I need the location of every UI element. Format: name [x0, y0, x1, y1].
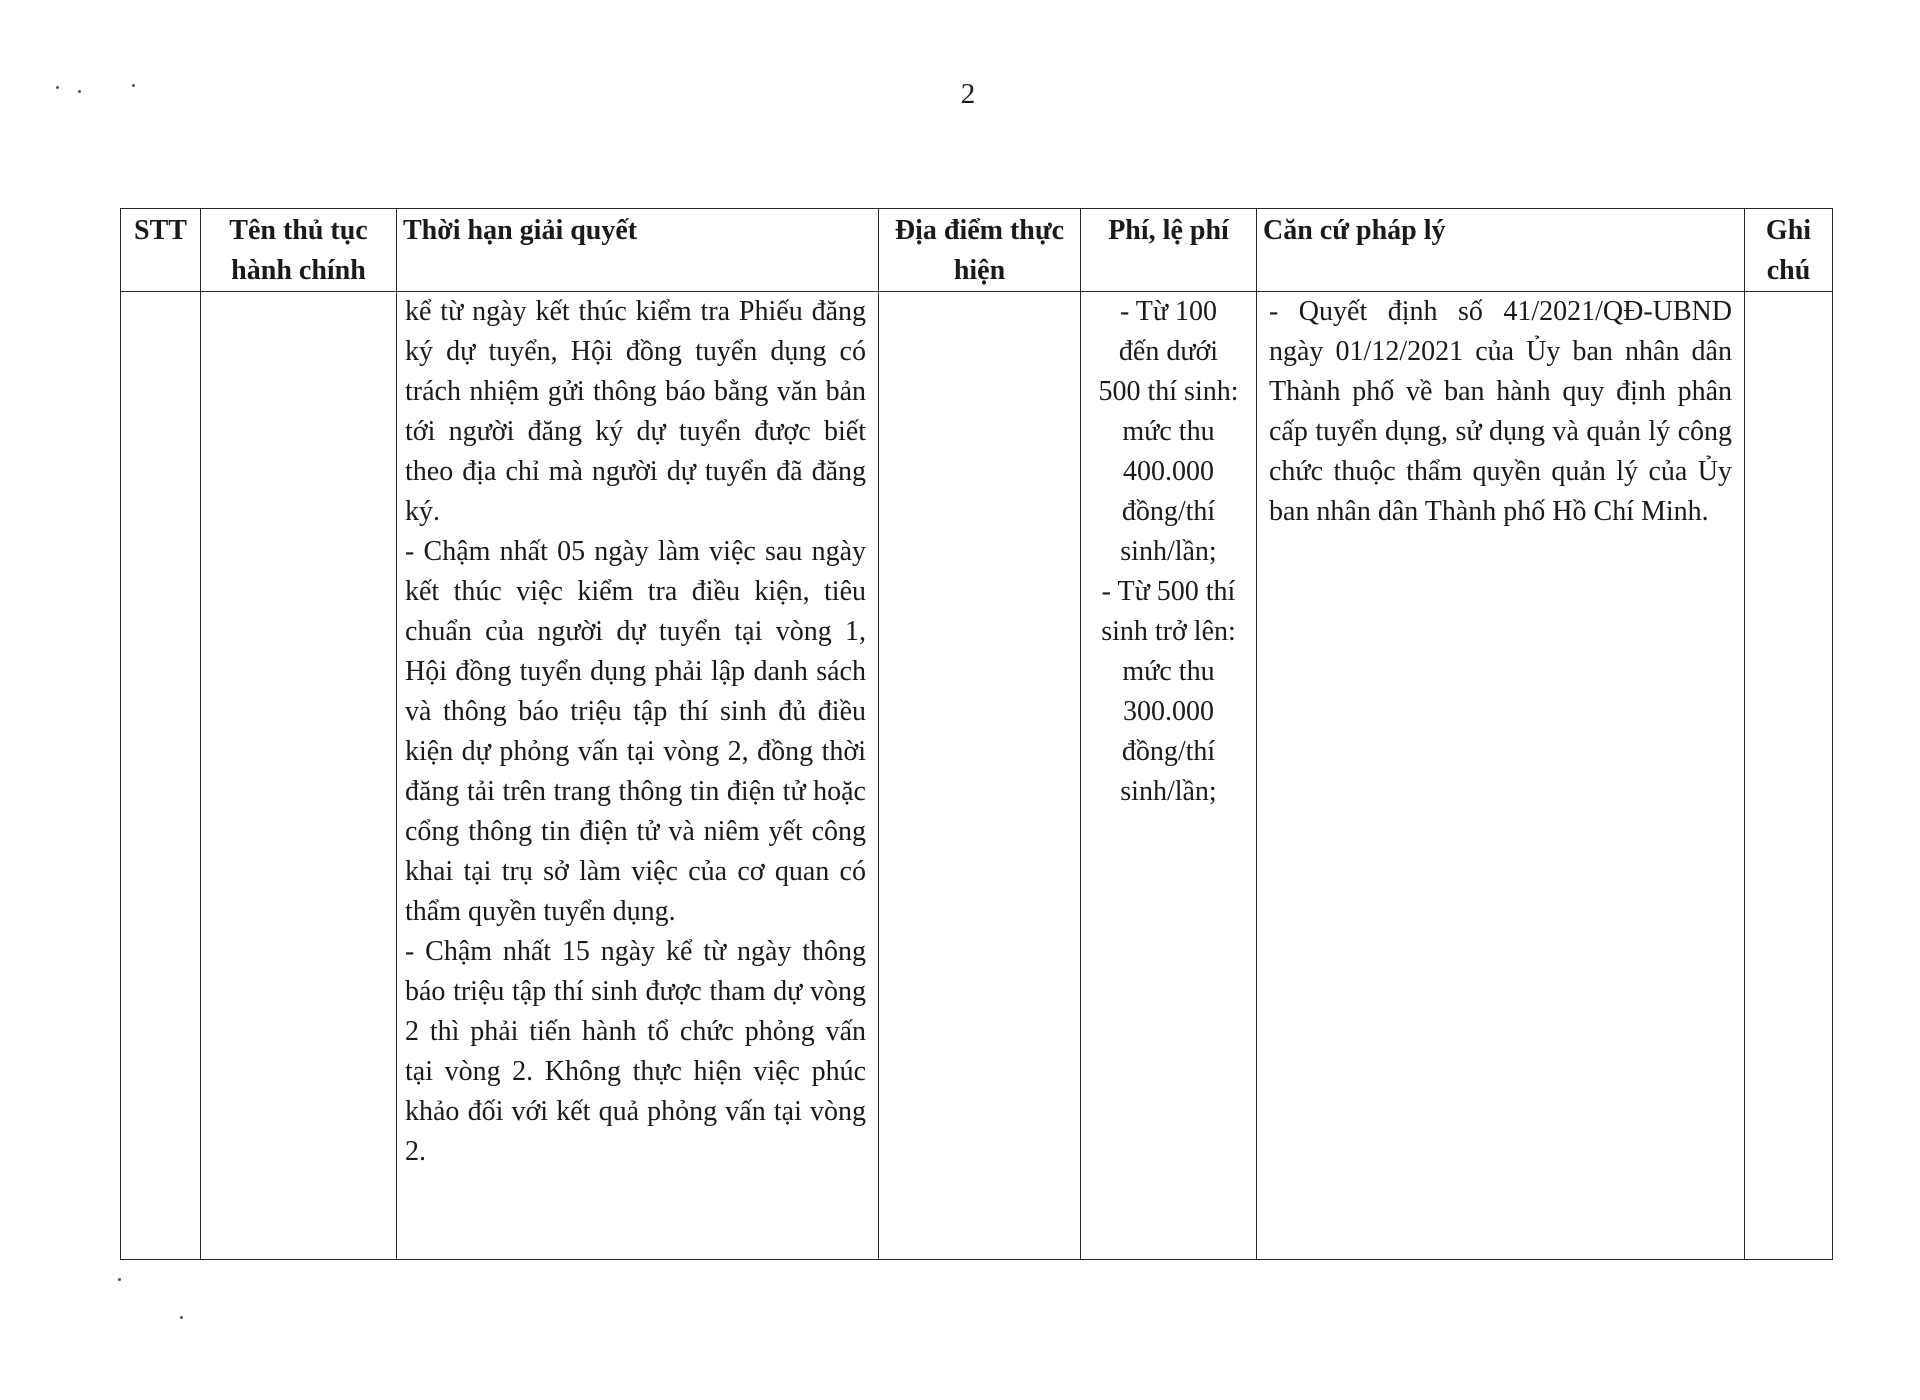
processing-time-paragraph: - Chậm nhất 05 ngày làm việc sau ngày kết thúc việc kiểm tra điều kiện, tiêu chuẩn của người dự tuyển tại vòng 1, Hội đồng tuyển dụng phải lập danh sách và thông báo triệu tập thí sinh đủ điều kiện dự phỏng vấn tại vòng 2, đồng thời đăng tải trên trang thông tin điện tử hoặc cổng thông tin điện tử và niêm yết công khai tại trụ sở làm việc của cơ quan có thẩm quyền tuyển dụng. — [405, 536, 866, 927]
scan-speck — [78, 90, 81, 93]
fee-line: sinh/lần; — [1120, 776, 1217, 807]
fee-line: sinh trở lên: — [1101, 616, 1236, 647]
scan-speck — [132, 84, 135, 87]
fee-line: mức thu — [1122, 416, 1215, 447]
header-legal-basis: Căn cứ pháp lý — [1257, 209, 1745, 292]
cell-procedure-name — [201, 292, 397, 1260]
cell-processing-time — [397, 292, 879, 1260]
page-number: 2 — [960, 78, 976, 110]
header-stt: STT — [121, 209, 201, 292]
fee-line: - Từ 100 — [1119, 296, 1218, 327]
cell-fees — [1081, 292, 1257, 1260]
processing-time-paragraph: - Chậm nhất 15 ngày kể từ ngày thông báo triệu tập thí sinh được tham dự vòng 2 thì phải tiến hành tổ chức phỏng vấn tại vòng 2. Không thực hiện việc phúc khảo đối với kết quả phỏng vấn tại vòng 2. — [405, 936, 866, 1167]
processing-time-paragraph: kể từ ngày kết thúc kiểm tra Phiếu đăng ký dự tuyển, Hội đồng tuyển dụng có trách nhiệm gửi thông báo bằng văn bản tới người đăng ký dự tuyển được biết theo địa chỉ mà người dự tuyển đã đăng ký. — [405, 296, 866, 527]
table-header-row — [121, 209, 1833, 292]
fee-line: đồng/thí — [1121, 736, 1216, 767]
fee-line: 300.000 — [1123, 696, 1214, 727]
scan-speck — [118, 1278, 121, 1281]
header-processing-time: Thời hạn giải quyết — [397, 209, 879, 292]
cell-stt — [121, 292, 201, 1260]
legal-basis-paragraph: - Quyết định số 41/2021/QĐ-UBND ngày 01/12/2021 của Ủy ban nhân dân Thành phố về ban hành quy định phân cấp tuyển dụng, sử dụng và quản lý công chức thuộc thẩm quyền quản lý của Ủy ban nhân dân Thành phố Hồ Chí Minh. — [1269, 296, 1732, 527]
cell-location — [879, 292, 1081, 1260]
header-fees: Phí, lệ phí — [1081, 209, 1257, 292]
fee-line: sinh/lần; — [1120, 536, 1217, 567]
procedure-table — [120, 208, 1833, 1260]
fee-line: 400.000 — [1123, 456, 1214, 487]
header-procedure-name: Tên thủ tục hành chính — [201, 209, 397, 292]
cell-notes — [1745, 292, 1833, 1260]
scan-speck — [56, 86, 59, 89]
header-location: Địa điểm thực hiện — [879, 209, 1081, 292]
fee-line: đồng/thí — [1121, 496, 1216, 527]
fee-line: - Từ 500 thí — [1101, 576, 1236, 607]
fee-line: mức thu — [1122, 656, 1215, 687]
scan-speck — [180, 1316, 183, 1319]
header-notes: Ghi chú — [1745, 209, 1833, 292]
fee-line: đến dưới — [1118, 336, 1219, 367]
fee-line: 500 thí sinh: — [1098, 376, 1239, 407]
cell-legal-basis — [1257, 292, 1745, 1260]
table-row — [121, 292, 1833, 1260]
